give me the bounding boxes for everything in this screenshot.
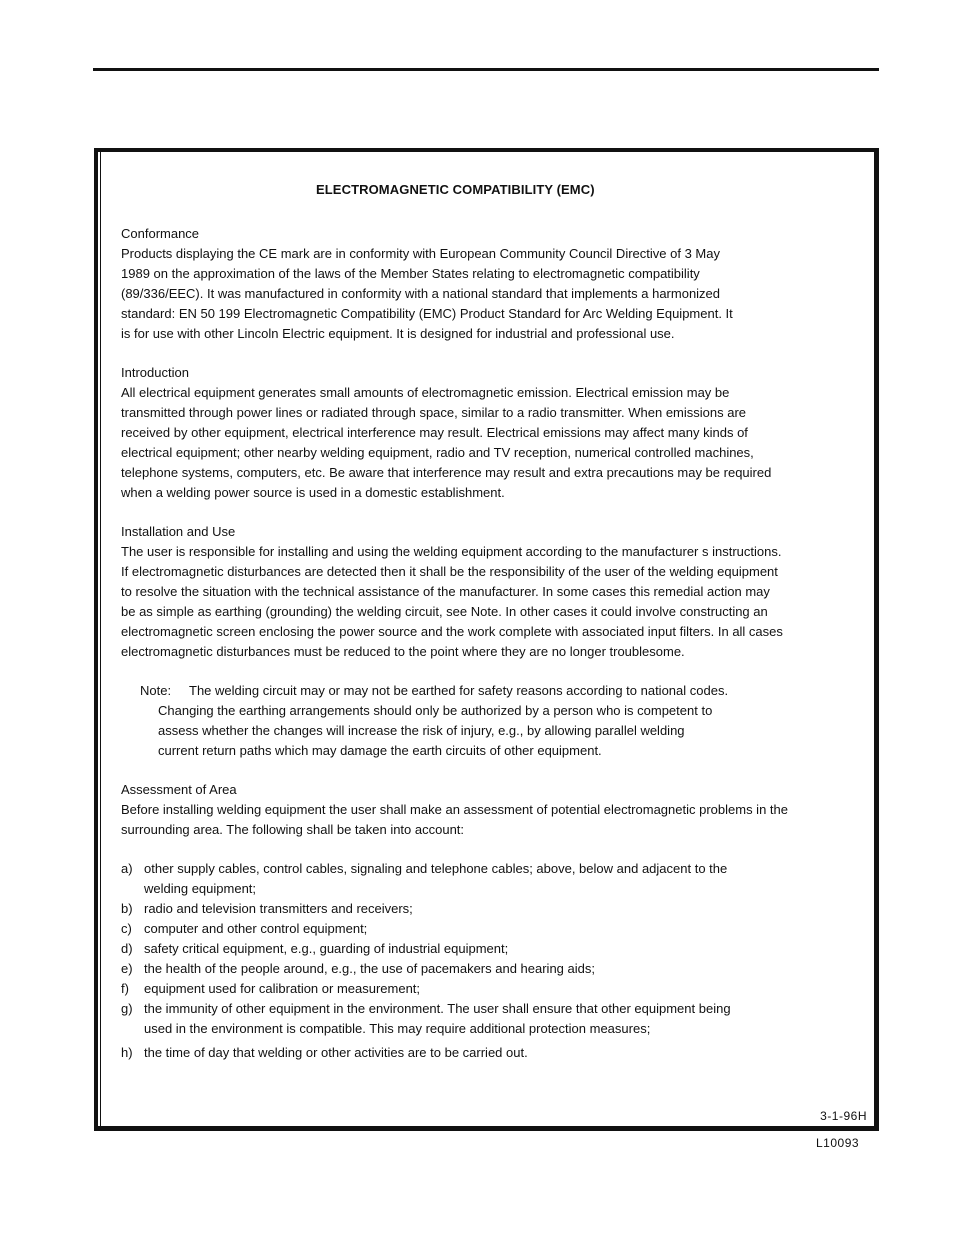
note-line-3: current return paths which may damage the earth circuits of other equipment. bbox=[158, 743, 602, 758]
list-item bbox=[121, 919, 821, 939]
emc-notice-box bbox=[94, 148, 879, 1131]
top-rule bbox=[93, 68, 879, 71]
list-item bbox=[121, 979, 821, 999]
list-marker: c) bbox=[121, 921, 132, 936]
list-marker: d) bbox=[121, 941, 133, 956]
conformance-line-1: Products displaying the CE mark are in conformity with European Community Council Directive of 3 May bbox=[121, 246, 720, 261]
list-text: the health of the people around, e.g., the use of pacemakers and hearing aids; bbox=[144, 961, 595, 976]
installation-line-5: electromagnetic screen enclosing the power source and the work complete with associated input filters. In all cases bbox=[121, 624, 783, 639]
list-marker: g) bbox=[121, 1001, 133, 1016]
emc-title: ELECTROMAGNETIC COMPATIBILITY (EMC) bbox=[316, 182, 595, 197]
list-text: safety critical equipment, e.g., guarding of industrial equipment; bbox=[144, 941, 509, 956]
list-text: other supply cables, control cables, signaling and telephone cables; above, below and adjacent to the welding equipment; bbox=[144, 861, 728, 896]
list-marker: e) bbox=[121, 961, 133, 976]
assessment-list bbox=[121, 859, 821, 1063]
note-body bbox=[158, 701, 821, 761]
list-item bbox=[121, 859, 821, 899]
introduction-line-6: when a welding power source is used in a domestic establishment. bbox=[121, 485, 505, 500]
assessment-section bbox=[121, 780, 821, 840]
document-number: L10093 bbox=[816, 1136, 860, 1150]
list-text: the time of day that welding or other activities are to be carried out. bbox=[144, 1045, 528, 1060]
box-inner-rule bbox=[100, 152, 101, 1126]
conformance-line-5: is for use with other Lincoln Electric equipment. It is designed for industrial and professional use. bbox=[121, 326, 675, 341]
conformance-section bbox=[121, 224, 821, 344]
introduction-line-4: electrical equipment; other nearby welding equipment, radio and TV reception, numerical controlled machines, bbox=[121, 445, 754, 460]
installation-line-4: be as simple as earthing (grounding) the welding circuit, see Note. In other cases it could involve constructing an bbox=[121, 604, 768, 619]
list-item bbox=[121, 959, 821, 979]
list-text: computer and other control equipment; bbox=[144, 921, 368, 936]
installation-heading: Installation and Use bbox=[121, 524, 236, 539]
note-line-1: Changing the earthing arrangements should only be authorized by a person who is competent to bbox=[158, 703, 713, 718]
introduction-line-5: telephone systems, computers, etc. Be aware that interference may result and extra precautions may be required bbox=[121, 465, 772, 480]
installation-line-1: The user is responsible for installing and using the welding equipment according to the manufacturer s instructions. bbox=[121, 544, 782, 559]
installation-line-3: to resolve the situation with the technical assistance of the manufacturer. In some cases this remedial action may bbox=[121, 584, 770, 599]
note-block bbox=[140, 681, 821, 761]
list-text: radio and television transmitters and receivers; bbox=[144, 901, 413, 916]
installation-section bbox=[121, 522, 821, 662]
introduction-section bbox=[121, 363, 821, 503]
assessment-line-2: surrounding area. The following shall be taken into account: bbox=[121, 822, 465, 837]
assessment-heading: Assessment of Area bbox=[121, 782, 237, 797]
list-marker: h) bbox=[121, 1045, 133, 1060]
introduction-heading: Introduction bbox=[121, 365, 189, 380]
note-label: Note: bbox=[140, 683, 172, 698]
list-item bbox=[121, 1043, 821, 1063]
list-item bbox=[121, 999, 821, 1039]
list-marker: b) bbox=[121, 901, 133, 916]
date-code: 3-1-96H bbox=[820, 1109, 867, 1123]
emc-content bbox=[121, 180, 821, 1063]
list-item bbox=[121, 939, 821, 959]
installation-line-6: electromagnetic disturbances must be reduced to the point where they are no longer troublesome. bbox=[121, 644, 685, 659]
conformance-line-2: 1989 on the approximation of the laws of the Member States relating to electromagnetic compatibility bbox=[121, 266, 700, 281]
conformance-heading: Conformance bbox=[121, 226, 200, 241]
conformance-line-4: standard: EN 50 199 Electromagnetic Compatibility (EMC) Product Standard for Arc Welding Equipment. It bbox=[121, 306, 733, 321]
list-item bbox=[121, 899, 821, 919]
assessment-line-1: Before installing welding equipment the user shall make an assessment of potential electromagnetic problems in the bbox=[121, 802, 788, 817]
introduction-line-1: All electrical equipment generates small amounts of electromagnetic emission. Electrical emission may be bbox=[121, 385, 730, 400]
note-line-2: assess whether the changes will increase the risk of injury, e.g., by allowing parallel welding bbox=[158, 723, 685, 738]
list-marker: a) bbox=[121, 861, 133, 876]
conformance-line-3: (89/336/EEC). It was manufactured in conformity with a national standard that implements a harmonized bbox=[121, 286, 721, 301]
list-text: the immunity of other equipment in the environment. The user shall ensure that other equipment being used in the environment is compatible. This may require additional protection measures; bbox=[144, 1001, 731, 1036]
list-marker: f) bbox=[121, 981, 129, 996]
introduction-line-2: transmitted through power lines or radiated through space, similar to a radio transmitter. When emissions are bbox=[121, 405, 747, 420]
list-text: equipment used for calibration or measurement; bbox=[144, 981, 421, 996]
installation-line-2: If electromagnetic disturbances are detected then it shall be the responsibility of the user of the welding equipment bbox=[121, 564, 778, 579]
note-first-line: The welding circuit may or may not be earthed for safety reasons according to national codes. bbox=[189, 683, 729, 698]
introduction-line-3: received by other equipment, electrical interference may result. Electrical emissions may affect many kinds of bbox=[121, 425, 748, 440]
